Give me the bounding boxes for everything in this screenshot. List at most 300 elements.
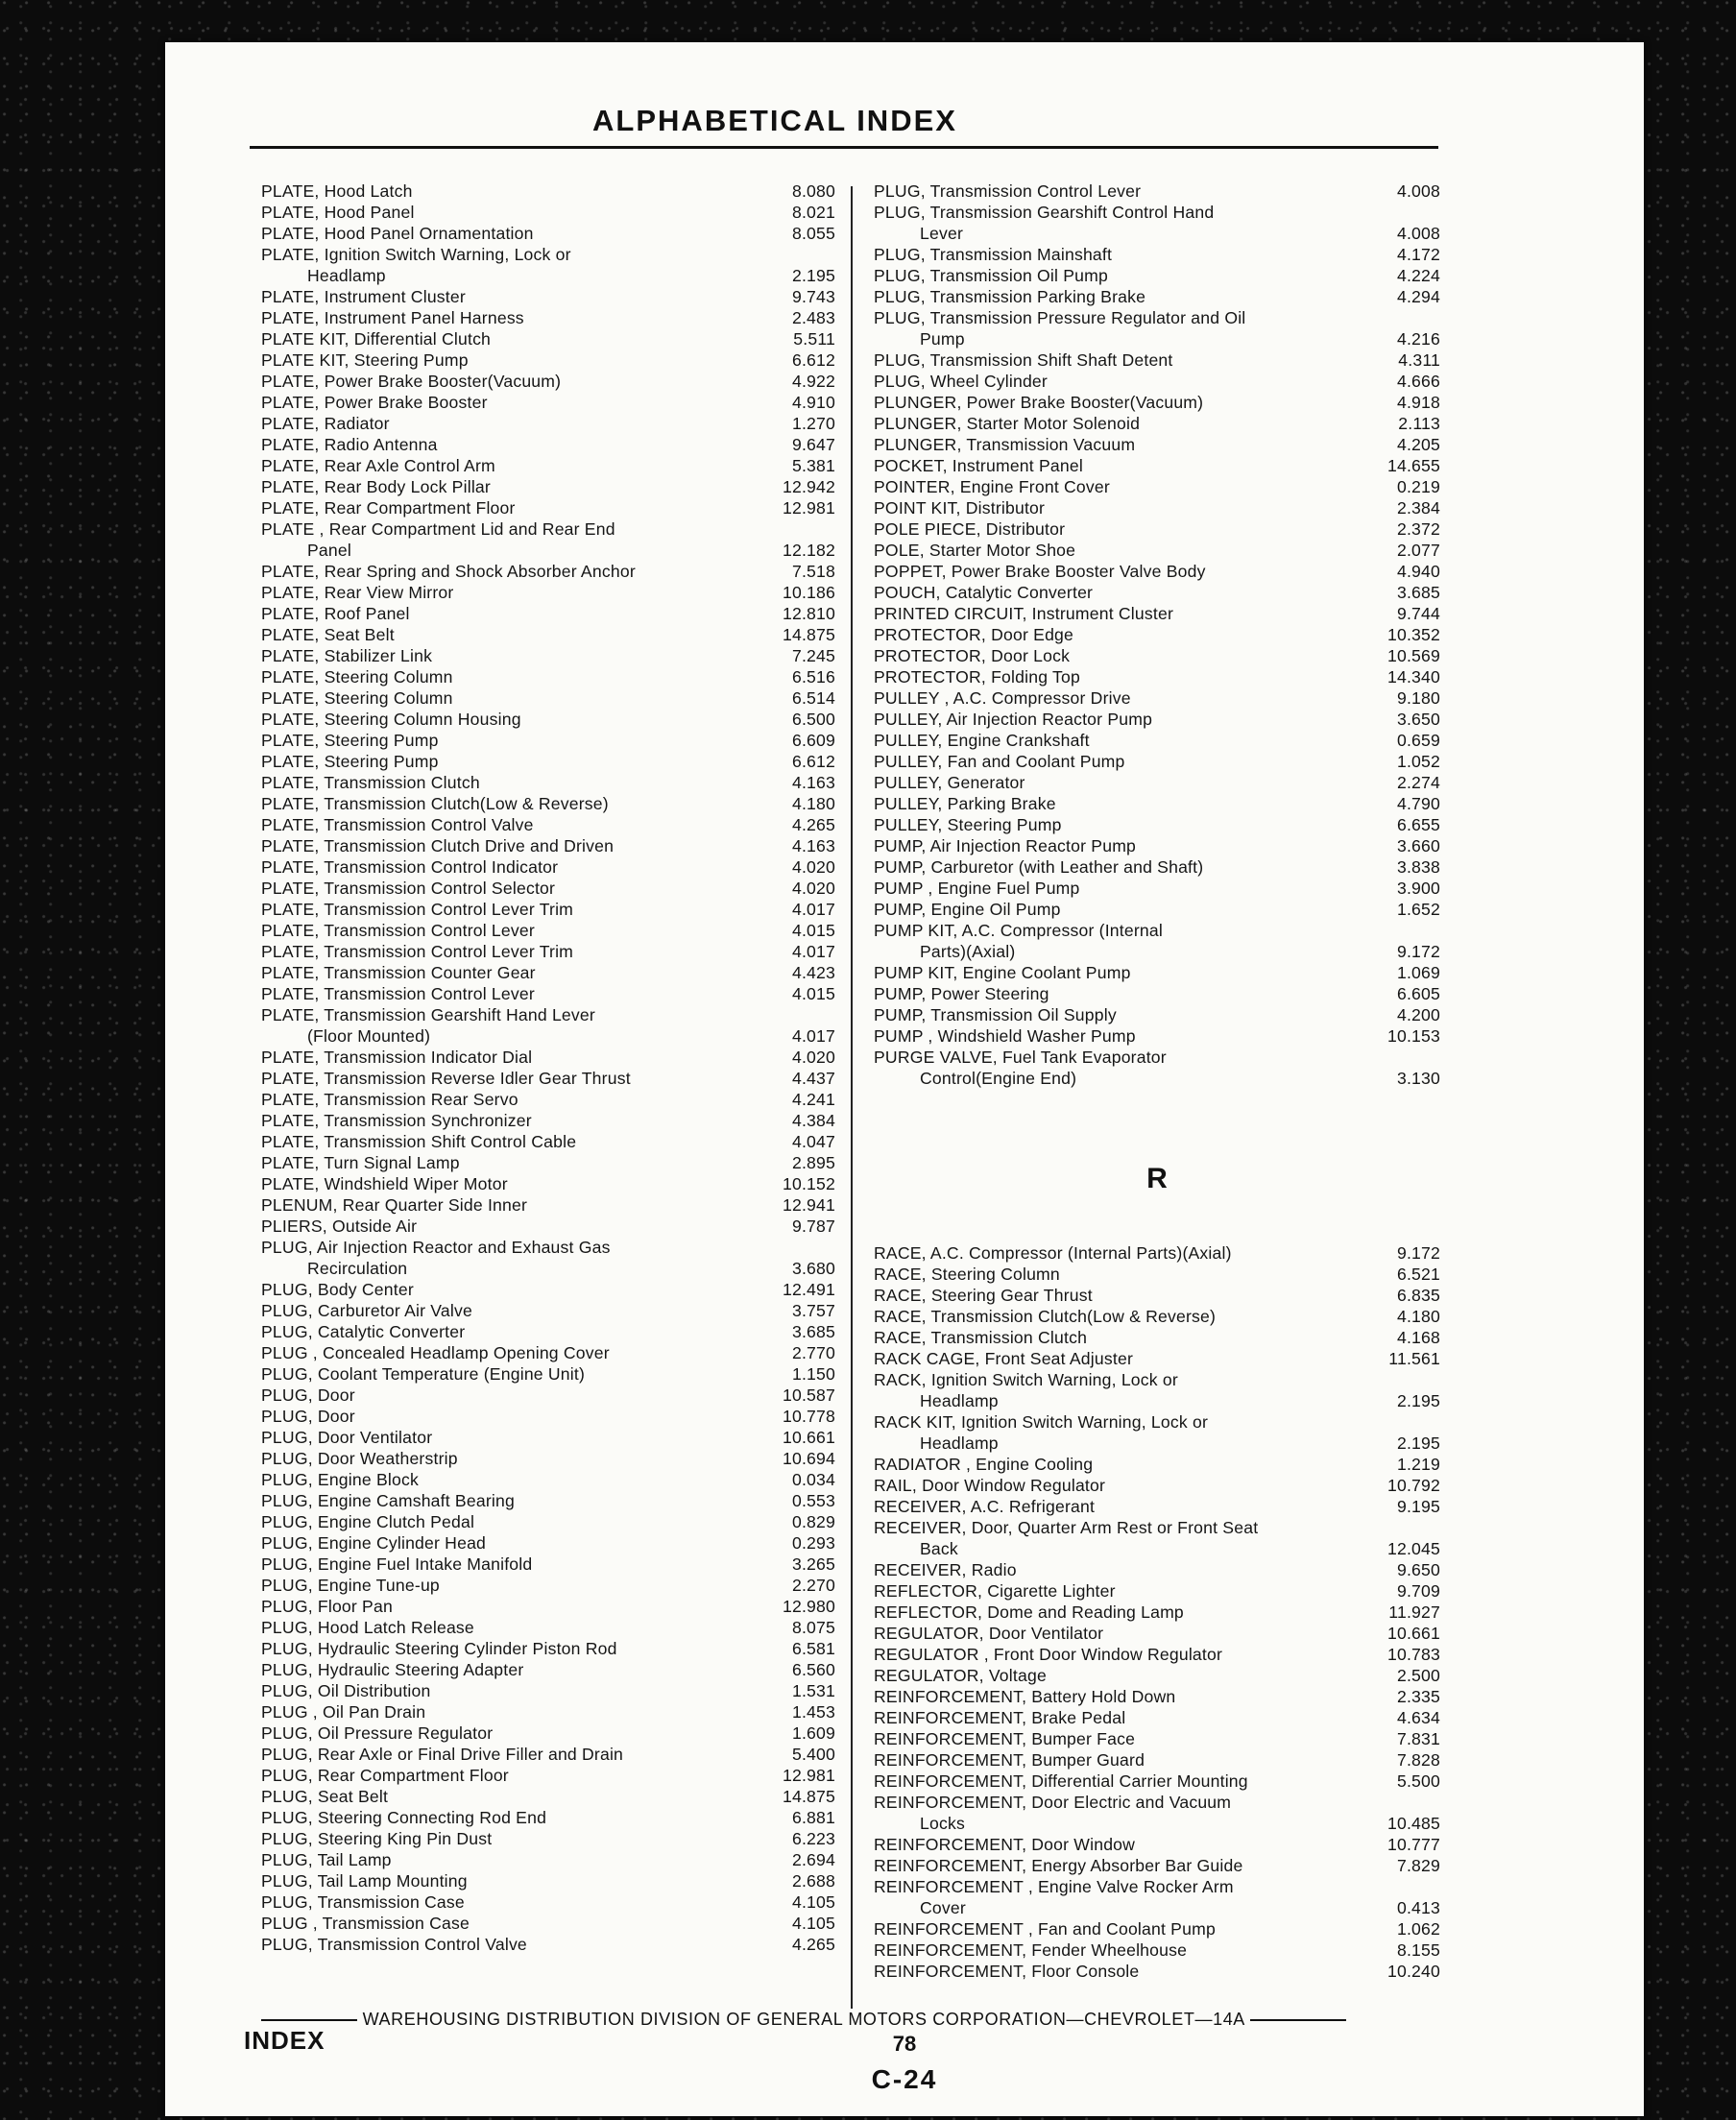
index-entry-number: 10.587 <box>782 1385 835 1405</box>
index-entry-name: PLUG, Steering King Pin Dust <box>261 1829 493 1848</box>
index-entry-number: 0.553 <box>791 1491 835 1510</box>
index-entry-name: PLUG, Door Ventilator <box>261 1428 433 1447</box>
index-entry-name: PLUNGER, Power Brake Booster(Vacuum) <box>874 393 1204 412</box>
index-entry <box>261 624 835 645</box>
index-entry-name: PLATE, Transmission Indicator Dial <box>261 1048 533 1067</box>
index-entry-number: 4.205 <box>1396 435 1440 454</box>
index-entry-name: PLIERS, Outside Air <box>261 1217 418 1236</box>
index-entry-name: PLATE, Turn Signal Lamp <box>261 1153 460 1172</box>
index-entry <box>874 730 1440 751</box>
index-entry-name: PUMP , Engine Fuel Pump <box>874 879 1080 898</box>
index-entry-number: 4.634 <box>1396 1708 1440 1727</box>
index-entry <box>261 1194 835 1216</box>
index-entry-number: 5.400 <box>791 1745 835 1764</box>
index-entry-number: 4.008 <box>1396 224 1440 243</box>
index-entry-number: 7.829 <box>1396 1856 1440 1875</box>
index-entry <box>874 286 1440 307</box>
index-entry-number: 4.020 <box>791 1048 835 1067</box>
index-entry-name: PLUG, Rear Axle or Final Drive Filler and Drain <box>261 1745 624 1764</box>
index-entry <box>874 1623 1440 1644</box>
index-entry <box>261 202 835 223</box>
page-code: C-24 <box>871 2064 938 2094</box>
page-title: ALPHABETICAL INDEX <box>592 104 957 137</box>
index-entry-name: PLATE, Transmission Gearshift Hand Lever <box>261 1005 595 1024</box>
index-entry-name: PLUG, Oil Distribution <box>261 1681 431 1700</box>
index-entry <box>261 286 835 307</box>
index-entry <box>874 1454 1440 1475</box>
index-entry-number: 2.077 <box>1396 541 1440 560</box>
index-entry <box>874 1348 1440 1369</box>
index-entry-number: 8.021 <box>791 203 835 222</box>
index-entry <box>874 709 1440 730</box>
index-entry-number: 10.661 <box>1386 1624 1440 1643</box>
index-entry-name: PLATE, Transmission Shift Control Cable <box>261 1132 577 1151</box>
index-entry-number: 6.560 <box>791 1660 835 1679</box>
index-entry-number: 14.875 <box>782 625 835 644</box>
index-group-p <box>874 181 1440 1089</box>
index-entry-continuation: Panel <box>307 541 351 560</box>
index-entry-name: PLATE, Power Brake Booster(Vacuum) <box>261 372 562 391</box>
index-entry-continuation: Back <box>920 1539 958 1558</box>
index-entry-number: 12.981 <box>782 1766 835 1785</box>
index-entry-number: 5.381 <box>791 456 835 475</box>
index-entry-name: REGULATOR, Door Ventilator <box>874 1624 1104 1643</box>
index-entry <box>261 1089 835 1110</box>
index-entry <box>874 1918 1440 1939</box>
index-entry-number: 2.195 <box>791 266 835 285</box>
index-entry-name: PLATE, Transmission Control Lever Trim <box>261 942 574 961</box>
index-entry-continuation: Pump <box>920 329 965 349</box>
index-entry-number: 4.790 <box>1396 794 1440 813</box>
index-entry <box>261 730 835 751</box>
index-entry-number: 4.922 <box>791 372 835 391</box>
index-entry <box>874 793 1440 814</box>
index-entry <box>874 244 1440 265</box>
index-entry-number: 6.581 <box>791 1639 835 1658</box>
index-entry-continuation: Lever <box>920 224 964 243</box>
index-entry <box>261 561 835 582</box>
index-entry-name: PLATE, Steering Column Housing <box>261 710 521 729</box>
index-entry <box>261 392 835 413</box>
index-entry-number: 12.045 <box>1386 1539 1440 1558</box>
index-entry-name: PLATE KIT, Steering Pump <box>261 350 469 370</box>
index-entry <box>874 1939 1440 1961</box>
index-entry-name: PLUG, Transmission Shift Shaft Detent <box>874 350 1173 370</box>
index-entry <box>874 1771 1440 1792</box>
index-entry-name: REFLECTOR, Dome and Reading Lamp <box>874 1602 1184 1622</box>
index-entry-number: 4.241 <box>791 1090 835 1109</box>
index-entry <box>874 1728 1440 1749</box>
index-entry-name: RECEIVER, A.C. Refrigerant <box>874 1497 1096 1516</box>
index-entry-name: PLATE, Instrument Cluster <box>261 287 466 306</box>
index-entry-name: PLATE, Rear View Mirror <box>261 583 454 602</box>
footer-division-text: WAREHOUSING DISTRIBUTION DIVISION OF GENERAL MOTORS CORPORATION—CHEVROLET—14A <box>362 2010 1244 2029</box>
index-entry-name: PLUG, Oil Pressure Regulator <box>261 1723 494 1743</box>
index-entry-number: 4.666 <box>1396 372 1440 391</box>
index-entry-number: 10.783 <box>1386 1645 1440 1664</box>
index-entry-name: PLUG, Steering Connecting Rod End <box>261 1808 547 1827</box>
index-entry <box>261 772 835 793</box>
index-entry-number: 2.694 <box>791 1850 835 1869</box>
index-entry-number: 3.838 <box>1396 857 1440 877</box>
index-entry-number: 10.186 <box>782 583 835 602</box>
index-entry-number: 4.940 <box>1396 562 1440 581</box>
index-entry <box>874 497 1440 518</box>
index-entry-number: 4.224 <box>1396 266 1440 285</box>
index-entry-name: PLUG, Engine Tune-up <box>261 1576 440 1595</box>
index-entry <box>261 223 835 244</box>
index-entry-number: 4.163 <box>791 836 835 855</box>
index-entry-number: 0.659 <box>1396 731 1440 750</box>
index-entry <box>874 624 1440 645</box>
index-entry <box>261 1385 835 1406</box>
index-entry-number: 3.900 <box>1396 879 1440 898</box>
index-entry-number: 14.875 <box>782 1787 835 1806</box>
title-rule <box>250 146 1438 149</box>
index-entry-continuation: Locks <box>920 1814 965 1833</box>
index-entry-number: 4.216 <box>1396 329 1440 349</box>
index-entry <box>874 1749 1440 1771</box>
index-entry-number: 4.265 <box>791 1935 835 1954</box>
index-entry-name: PULLEY, Steering Pump <box>874 815 1062 834</box>
index-entry <box>261 1891 835 1913</box>
index-entry-number: 1.219 <box>1396 1455 1440 1474</box>
index-entry <box>261 1849 835 1870</box>
index-entry-name: PLATE, Transmission Control Selector <box>261 879 556 898</box>
index-entry <box>261 1321 835 1342</box>
index-entry-name: RACE, Steering Gear Thrust <box>874 1286 1093 1305</box>
index-entry <box>261 1237 835 1279</box>
index-entry <box>874 962 1440 983</box>
index-entry-name: PLATE, Power Brake Booster <box>261 393 488 412</box>
index-entry-name: PUMP, Carburetor (with Leather and Shaft) <box>874 857 1204 877</box>
index-entry <box>261 1934 835 1955</box>
index-entry-number: 8.075 <box>791 1618 835 1637</box>
index-entry-name: PLUG, Carburetor Air Valve <box>261 1301 472 1320</box>
index-entry <box>874 1264 1440 1285</box>
index-entry <box>874 413 1440 434</box>
index-entry <box>874 392 1440 413</box>
index-entry-name: PUMP KIT, A.C. Compressor (Internal <box>874 921 1163 940</box>
index-entry <box>261 1744 835 1765</box>
index-entry <box>261 1638 835 1659</box>
index-entry-number: 4.294 <box>1396 287 1440 306</box>
index-entry-name: POINT KIT, Distributor <box>874 498 1046 518</box>
index-entry <box>874 1855 1440 1876</box>
index-entry-number: 0.293 <box>791 1533 835 1553</box>
index-entry-name: POPPET, Power Brake Booster Valve Body <box>874 562 1206 581</box>
index-entry <box>874 603 1440 624</box>
index-entry-name: PUMP, Engine Oil Pump <box>874 900 1061 919</box>
index-entry <box>874 1580 1440 1602</box>
index-entry-name: PLUG, Tail Lamp <box>261 1850 392 1869</box>
index-entry-name: PLATE, Transmission Synchronizer <box>261 1111 532 1130</box>
index-entry-number: 9.650 <box>1396 1560 1440 1579</box>
index-entry-number: 4.020 <box>791 857 835 877</box>
index-entry <box>261 1469 835 1490</box>
index-entry-number: 3.685 <box>791 1322 835 1341</box>
index-entry-number: 8.055 <box>791 224 835 243</box>
index-entry-name: PLUNGER, Transmission Vacuum <box>874 435 1136 454</box>
index-entry-continuation: Recirculation <box>307 1259 408 1278</box>
index-entry-number: 2.113 <box>1398 414 1440 433</box>
index-entry <box>261 307 835 328</box>
index-entry-name: PLATE, Roof Panel <box>261 604 410 623</box>
index-entry <box>874 265 1440 286</box>
index-entry-name: PLATE, Rear Axle Control Arm <box>261 456 495 475</box>
index-entry-number: 2.270 <box>791 1576 835 1595</box>
index-entry <box>874 1686 1440 1707</box>
index-entry-number: 2.500 <box>1396 1666 1440 1685</box>
index-entry-name: PLATE, Transmission Control Lever <box>261 984 535 1003</box>
index-entry <box>874 307 1440 349</box>
index-entry-name: REINFORCEMENT, Bumper Guard <box>874 1750 1145 1770</box>
index-entry-number: 3.660 <box>1396 836 1440 855</box>
index-entry-number: 10.792 <box>1386 1476 1440 1495</box>
index-entry <box>874 181 1440 202</box>
page-number: 78 <box>892 2032 917 2056</box>
index-entry <box>261 1427 835 1448</box>
index-entry <box>261 687 835 709</box>
index-entry-name: PLUG , Oil Pan Drain <box>261 1702 426 1722</box>
index-entry-number: 12.942 <box>782 477 835 496</box>
index-entry <box>874 856 1440 878</box>
index-entry <box>874 371 1440 392</box>
index-entry-number: 4.265 <box>791 815 835 834</box>
index-entry <box>261 1765 835 1786</box>
index-entry-name: PLUG, Hydraulic Steering Adapter <box>261 1660 524 1679</box>
index-entry <box>261 244 835 286</box>
index-entry-number: 0.219 <box>1396 477 1440 496</box>
index-entry-name: PLATE, Instrument Panel Harness <box>261 308 524 327</box>
index-entry-number: 4.047 <box>791 1132 835 1151</box>
index-entry-name: PLATE, Steering Column <box>261 667 453 687</box>
index-entry-number: 4.172 <box>1396 245 1440 264</box>
index-entry-name: PLUG, Transmission Case <box>261 1892 465 1912</box>
index-entry-number: 7.245 <box>791 646 835 665</box>
index-entry-name: PLATE, Rear Compartment Floor <box>261 498 516 518</box>
index-entry-name: REGULATOR, Voltage <box>874 1666 1047 1685</box>
index-entry-name: PLATE, Transmission Clutch <box>261 773 480 792</box>
index-entry-number: 12.941 <box>782 1195 835 1215</box>
index-entry <box>874 899 1440 920</box>
index-entry-number: 9.743 <box>791 287 835 306</box>
index-entry <box>261 582 835 603</box>
index-entry-number: 12.981 <box>782 498 835 518</box>
index-entry-number: 12.980 <box>782 1597 835 1616</box>
index-entry <box>874 835 1440 856</box>
index-entry <box>874 518 1440 540</box>
index-entry-name: PLUG, Hood Latch Release <box>261 1618 474 1637</box>
index-entry-number: 1.150 <box>791 1364 835 1384</box>
index-entry-name: PUMP, Power Steering <box>874 984 1049 1003</box>
index-entry-name: RADIATOR , Engine Cooling <box>874 1455 1094 1474</box>
index-entry <box>261 1870 835 1891</box>
index-entry <box>874 1025 1440 1047</box>
index-entry-name: REINFORCEMENT, Energy Absorber Bar Guide <box>874 1856 1243 1875</box>
index-entry-number: 4.008 <box>1396 181 1440 201</box>
index-entry-number: 9.709 <box>1396 1581 1440 1601</box>
index-entry <box>261 1004 835 1047</box>
index-entry-number: 12.182 <box>782 541 835 560</box>
index-entry-name: RACK CAGE, Front Seat Adjuster <box>874 1349 1134 1368</box>
index-entry <box>261 983 835 1004</box>
index-entry-name: PRINTED CIRCUIT, Instrument Cluster <box>874 604 1174 623</box>
index-entry-number: 2.372 <box>1396 519 1440 539</box>
index-entry-number: 2.770 <box>791 1343 835 1362</box>
index-entry-name: PLATE, Transmission Rear Servo <box>261 1090 518 1109</box>
index-entry <box>261 1913 835 1934</box>
index-entry-number: 4.384 <box>791 1111 835 1130</box>
index-entry-name: POLE PIECE, Distributor <box>874 519 1066 539</box>
index-entry-name: PLUG, Door <box>261 1385 355 1405</box>
index-entry-name: RACE, Transmission Clutch(Low & Reverse) <box>874 1307 1217 1326</box>
index-entry-name: PLATE, Transmission Control Valve <box>261 815 534 834</box>
index-entry <box>261 434 835 455</box>
index-entry <box>261 666 835 687</box>
index-entry-number: 12.810 <box>782 604 835 623</box>
index-entry <box>261 1575 835 1596</box>
index-entry <box>874 772 1440 793</box>
index-entry-name: PLUG, Door Weatherstrip <box>261 1449 458 1468</box>
index-entry <box>874 1306 1440 1327</box>
index-entry-number: 3.680 <box>791 1259 835 1278</box>
index-entry-number: 1.531 <box>791 1681 835 1700</box>
index-entry <box>874 1242 1440 1264</box>
index-entry-number: 4.015 <box>791 921 835 940</box>
index-entry-name: PLUG, Transmission Control Valve <box>261 1935 527 1954</box>
index-entry-name: REINFORCEMENT, Battery Hold Down <box>874 1687 1176 1706</box>
index-entry-number: 6.612 <box>791 350 835 370</box>
index-entry-number: 6.612 <box>791 752 835 771</box>
index-entry-name: PLUG , Transmission Case <box>261 1914 470 1933</box>
index-entry-number: 10.694 <box>782 1449 835 1468</box>
index-entry-number: 0.034 <box>791 1470 835 1489</box>
index-entry-name: REGULATOR , Front Door Window Regulator <box>874 1645 1223 1664</box>
index-entry-name: PLUG, Engine Camshaft Bearing <box>261 1491 515 1510</box>
index-entry <box>261 518 835 561</box>
index-entry-number: 1.453 <box>791 1702 835 1722</box>
index-entry-name: RECEIVER, Radio <box>874 1560 1017 1579</box>
index-entry-name: PLATE, Windshield Wiper Motor <box>261 1174 508 1193</box>
index-entry-number: 3.130 <box>1396 1069 1440 1088</box>
index-entry-number: 9.787 <box>791 1217 835 1236</box>
index-entry <box>261 1131 835 1152</box>
index-entry-name: RAIL, Door Window Regulator <box>874 1476 1106 1495</box>
index-entry <box>874 1369 1440 1411</box>
index-entry-number: 6.521 <box>1396 1265 1440 1284</box>
index-entry-continuation: Parts)(Axial) <box>920 942 1016 961</box>
index-entry-name: PLUG, Air Injection Reactor and Exhaust Gas <box>261 1238 611 1257</box>
index-entry <box>874 983 1440 1004</box>
index-entry-number: 4.017 <box>791 900 835 919</box>
index-entry-number: 10.152 <box>782 1174 835 1193</box>
index-entry-continuation: Headlamp <box>307 266 386 285</box>
footer-section-label: INDEX <box>244 2026 326 2055</box>
index-entry <box>261 1110 835 1131</box>
index-entry-name: PLUG, Transmission Mainshaft <box>874 245 1113 264</box>
index-entry <box>261 1722 835 1744</box>
index-entry <box>874 1047 1440 1089</box>
index-entry-number: 1.052 <box>1396 752 1440 771</box>
index-entry <box>874 434 1440 455</box>
index-entry-name: PUMP KIT, Engine Coolant Pump <box>874 963 1131 982</box>
index-entry-name: PULLEY , A.C. Compressor Drive <box>874 688 1131 708</box>
index-entry-number: 4.015 <box>791 984 835 1003</box>
index-entry <box>874 645 1440 666</box>
index-entry <box>261 920 835 941</box>
index-entry-name: PLUG, Rear Compartment Floor <box>261 1766 509 1785</box>
index-entry-number: 1.062 <box>1396 1919 1440 1939</box>
index-entry-name: PLUG, Engine Fuel Intake Manifold <box>261 1554 533 1574</box>
index-entry <box>874 1792 1440 1834</box>
index-entry-name: PUMP , Windshield Washer Pump <box>874 1026 1136 1046</box>
document-page <box>165 42 1644 2116</box>
index-entry <box>261 751 835 772</box>
index-entry-number: 4.200 <box>1396 1005 1440 1024</box>
index-entry-name: PLATE, Transmission Clutch(Low & Reverse) <box>261 794 609 813</box>
index-entry-number: 10.777 <box>1386 1835 1440 1854</box>
index-entry <box>261 1448 835 1469</box>
index-entry-continuation: (Floor Mounted) <box>307 1026 431 1046</box>
index-entry-name: PULLEY, Air Injection Reactor Pump <box>874 710 1153 729</box>
index-entry <box>261 1617 835 1638</box>
index-entry-name: PROTECTOR, Door Edge <box>874 625 1074 644</box>
index-entry-number: 12.491 <box>782 1280 835 1299</box>
index-entry-number: 9.172 <box>1396 1243 1440 1263</box>
index-entry-number: 2.195 <box>1396 1391 1440 1410</box>
index-entry <box>261 603 835 624</box>
index-entry-number: 0.829 <box>791 1512 835 1531</box>
index-entry <box>874 878 1440 899</box>
index-entry-name: PLUG, Engine Cylinder Head <box>261 1533 487 1553</box>
index-entry-number: 10.778 <box>782 1407 835 1426</box>
index-entry-number: 4.180 <box>791 794 835 813</box>
index-entry-name: PULLEY, Parking Brake <box>874 794 1056 813</box>
index-entry-name: PLATE, Ignition Switch Warning, Lock or <box>261 245 571 264</box>
index-entry <box>874 1644 1440 1665</box>
index-entry <box>261 1659 835 1680</box>
index-entry-name: RACK KIT, Ignition Switch Warning, Lock or <box>874 1412 1209 1432</box>
index-entry <box>261 1047 835 1068</box>
index-entry-name: PLUG, Door <box>261 1407 355 1426</box>
index-entry-number: 2.483 <box>791 308 835 327</box>
index-entry-name: PURGE VALVE, Fuel Tank Evaporator <box>874 1048 1167 1067</box>
index-entry <box>261 1701 835 1722</box>
index-entry-name: PLUG, Engine Clutch Pedal <box>261 1512 475 1531</box>
index-entry <box>874 1327 1440 1348</box>
index-entry <box>874 540 1440 561</box>
index-entry-name: RACE, A.C. Compressor (Internal Parts)(Axial) <box>874 1243 1232 1263</box>
index-entry-number: 14.340 <box>1386 667 1440 687</box>
index-entry-name: PLATE, Steering Column <box>261 688 453 708</box>
index-entry <box>261 1216 835 1237</box>
index-entry-name: PULLEY, Fan and Coolant Pump <box>874 752 1125 771</box>
index-entry-name: PLUG, Hydraulic Steering Cylinder Piston Rod <box>261 1639 617 1658</box>
index-entry-name: RACK, Ignition Switch Warning, Lock or <box>874 1370 1178 1389</box>
index-entry <box>874 1496 1440 1517</box>
index-entry <box>874 666 1440 687</box>
index-entry-name: PROTECTOR, Door Lock <box>874 646 1071 665</box>
index-entry-name: REINFORCEMENT, Differential Carrier Mounting <box>874 1771 1248 1791</box>
index-entry-number: 8.080 <box>791 181 835 201</box>
index-entry <box>261 1554 835 1575</box>
index-entry-name: PLUG, Floor Pan <box>261 1597 393 1616</box>
index-entry-name: PULLEY, Generator <box>874 773 1025 792</box>
index-entry-number: 4.017 <box>791 942 835 961</box>
index-entry-number: 1.270 <box>791 414 835 433</box>
index-entry <box>874 814 1440 835</box>
